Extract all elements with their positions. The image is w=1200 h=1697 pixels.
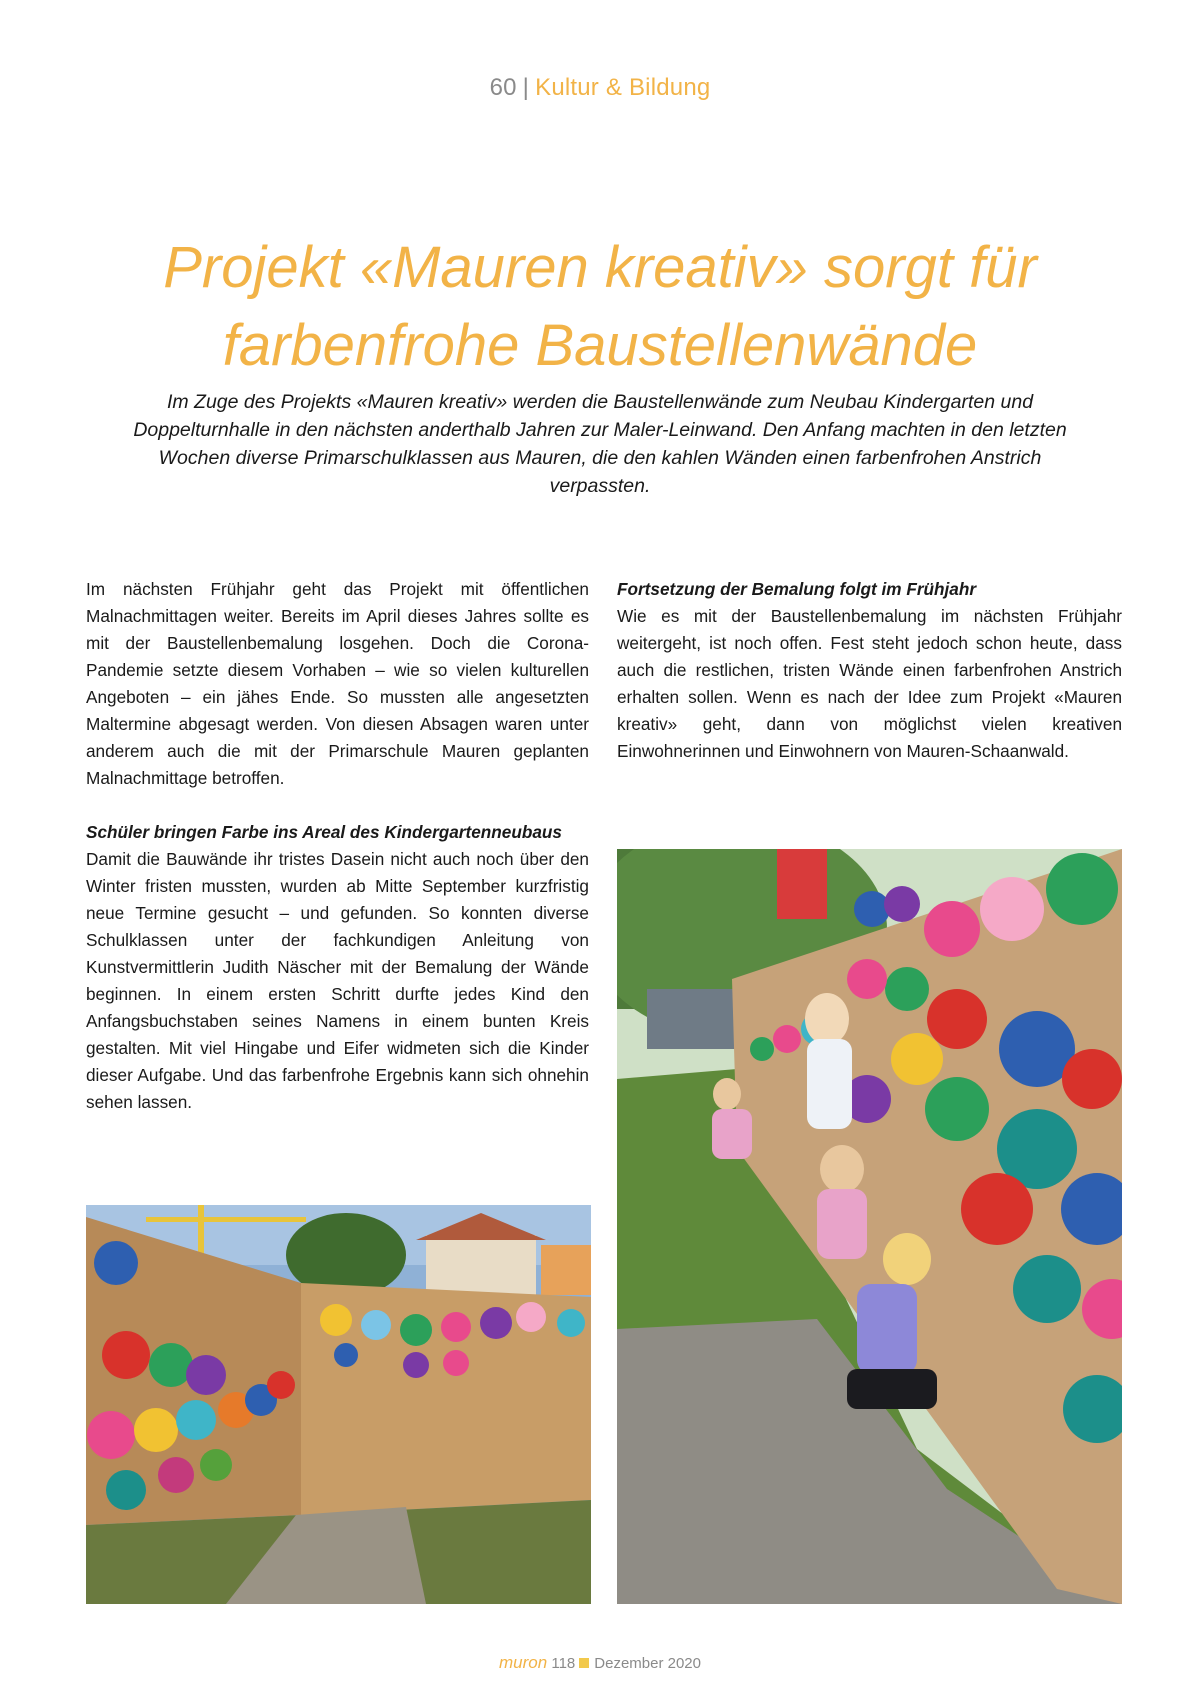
subheading-2: Fortsetzung der Bemalung folgt im Frühjahr	[617, 579, 977, 599]
section-title: Kultur & Bildung	[535, 74, 711, 101]
header-separator: |	[522, 74, 530, 101]
magazine-brand: muron	[498, 1653, 548, 1672]
footer-square-icon	[579, 1658, 589, 1668]
page-number: 60	[489, 74, 517, 101]
left-column	[86, 576, 589, 1116]
paragraph-2: Damit die Bauwände ihr tristes Dasein nicht auch noch über den Winter fristen mussten, wurden ab Mitte September kurzfristig neue Termine gesucht – und gefunden. So konnten diverse Schulklassen unter der fachkundigen Anleitung von Kunstvermittlerin Judith Näscher mit der Bemalung der Wände beginnen. In einem ersten Schritt durfte jedes Kind den Anfangsbuchstaben seines Namens in einem bunten Kreis gestalten. Mit viel Hingabe und Eifer widmeten sich die Kinder dieser Aufgabe. Und das farbenfrohe Ergebnis kann sich ohnehin sehen lassen.	[86, 849, 589, 1112]
paragraph-3: Wie es mit der Baustellenbemalung im nächsten Frühjahr weitergeht, ist noch offen. Fest steht jedoch schon heute, dass auch die restlichen, tristen Wände einen farbenfrohen Anstrich erhalten sollen. Wenn es nach der Idee zum Projekt «Mauren kreativ» geht, dann von möglichst vielen kreativen Einwohnerinnen und Einwohnern von Mauren-Schaanwald.	[617, 606, 1122, 761]
paragraph-1: Im nächsten Frühjahr geht das Projekt mit öffentlichen Malnachmittagen weiter. Bereits im April dieses Jahres sollte es mit der Baustellenbemalung losgehen. Doch die Corona-Pandemie setzte diesem Vorhaben – wie so vielen kulturellen Angeboten – ein jähes Ende. So mussten alle angesetzten Maltermine abgesagt werden. Von diesen Absagen waren unter anderem auch die mit der Primarschule Mauren geplanten Malnachmittage betroffen.	[86, 579, 589, 788]
page-footer	[0, 1653, 1200, 1673]
subheading-1: Schüler bringen Farbe ins Areal des Kindergartenneubaus	[86, 822, 562, 842]
right-column	[617, 576, 1122, 765]
title-line-2: farbenfrohe Baustellenwände	[222, 312, 978, 378]
issue-number: 118	[551, 1655, 576, 1672]
issue-date: Dezember 2020	[594, 1655, 701, 1672]
article-lead: Im Zuge des Projekts «Mauren kreativ» werden die Baustellenwände zum Neubau Kindergarten und Doppelturnhalle in den nächsten anderthalb Jahren zur Maler-Leinwand. Den Anfang machten in den letzten Wochen diverse Primarschulklassen aus Mauren, die den kahlen Wänden einen farbenfrohen Anstrich verpassten.	[133, 391, 1067, 497]
article-title	[80, 229, 1120, 385]
photo-children-painting	[617, 849, 1122, 1604]
page-header	[0, 74, 1200, 102]
photo-painted-walls	[86, 1205, 591, 1604]
title-line-1: Projekt «Mauren kreativ» sorgt für	[163, 234, 1037, 300]
